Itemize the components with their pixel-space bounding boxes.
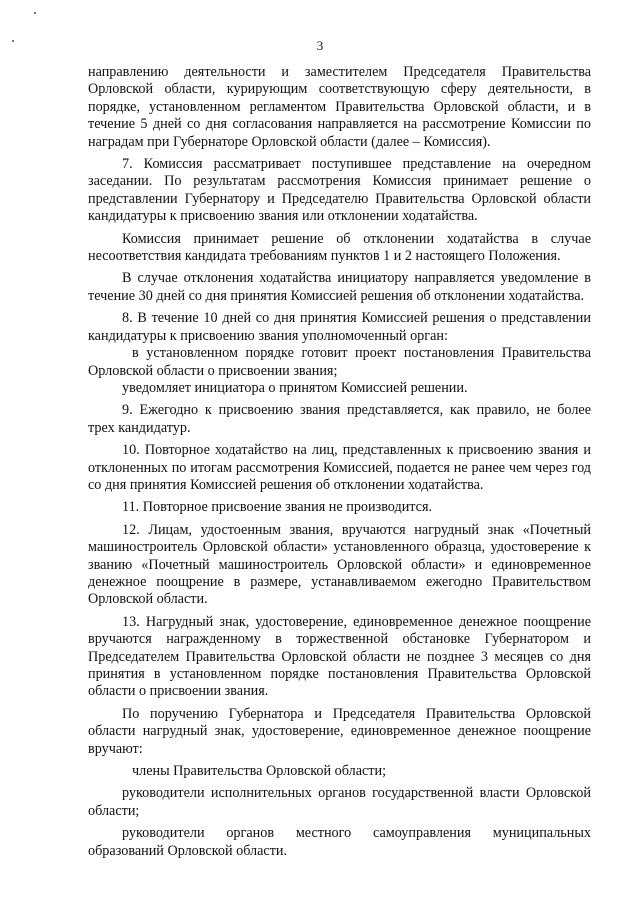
paragraph: 11. Повторное присвоение звания не производится. (122, 499, 433, 516)
paragraph: По поручению Губернатора и Председателя Правительства Орловской области нагрудный знак, удостоверение, единовременное денежное поощрение вручают: (88, 705, 591, 757)
paragraph: направлению деятельности и заместителем Председателя Правительства Орловской области, курирующим соответствующую сферу деятельности, в порядке, установленном регламентом Правительства Орловской области, и в течение 5 дней со дня согласования направляется на рассмотрение Комиссии по наградам при Губернаторе Орловской области (далее – Комиссия). (88, 64, 591, 150)
paragraph: в установленном порядке готовит проект постановления Правительства Орловской области о присвоении звания; (88, 345, 591, 379)
paragraph: члены Правительства Орловской области; (132, 763, 387, 780)
paragraph: 9. Ежегодно к присвоению звания представляется, как правило, не более трех кандидатур. (88, 402, 591, 436)
document-body (88, 64, 591, 860)
paragraph: Комиссия принимает решение об отклонении ходатайства в случае несоответствия кандидата требованиям пунктов 1 и 2 настоящего Положения. (88, 230, 591, 265)
paragraph: руководители исполнительных органов государственной власти Орловской области; (88, 785, 591, 819)
paragraph: 8. В течение 10 дней со дня принятия Комиссией решения о представлении кандидатуры к присвоению звания уполномоченный орган: (88, 310, 591, 344)
page-number: 3 (316, 38, 324, 53)
paragraph: уведомляет инициатора о принятом Комиссией решении. (122, 379, 468, 396)
paragraph: руководители органов местного самоуправления муниципальных образований Орловской области. (88, 825, 591, 859)
paragraph: 13. Нагрудный знак, удостоверение, единовременное денежное поощрение вручаются награжденному в торжественной обстановке Губернатором и Председателем Правительства Орловской области не позднее 3 месяцев со дня принятия в установленном порядке постановления Правительства Орловской области о присвоении звания. (88, 613, 591, 700)
scan-mark (34, 12, 36, 14)
paragraph: 7. Комиссия рассматривает поступившее представление на очередном заседании. По результатам рассмотрения Комиссия принимает решение о представлении Губернатору и Председателю Правительства Орловской области кандидатуры к присвоению звания или отклонении ходатайства. (88, 156, 591, 225)
paragraph: 10. Повторное ходатайство на лиц, представленных к присвоению звания и отклоненных по итогам рассмотрения Комиссией, подается не ранее чем через год со дня принятия Комиссией решения об отклонении ходатайства. (88, 442, 591, 493)
paragraph: 12. Лицам, удостоенным звания, вручаются нагрудный знак «Почетный машиностроитель Орловской области» установленного образца, удостоверение к званию «Почетный машиностроитель Орловской области» и единовременное денежное поощрение в размере, устанавливаемом ежегодно Правительством Орловской области. (88, 521, 591, 608)
paragraph: В случае отклонения ходатайства инициатору направляется уведомление в течение 30 дней со дня принятия Комиссией решения об отклонении ходатайства. (88, 270, 591, 304)
